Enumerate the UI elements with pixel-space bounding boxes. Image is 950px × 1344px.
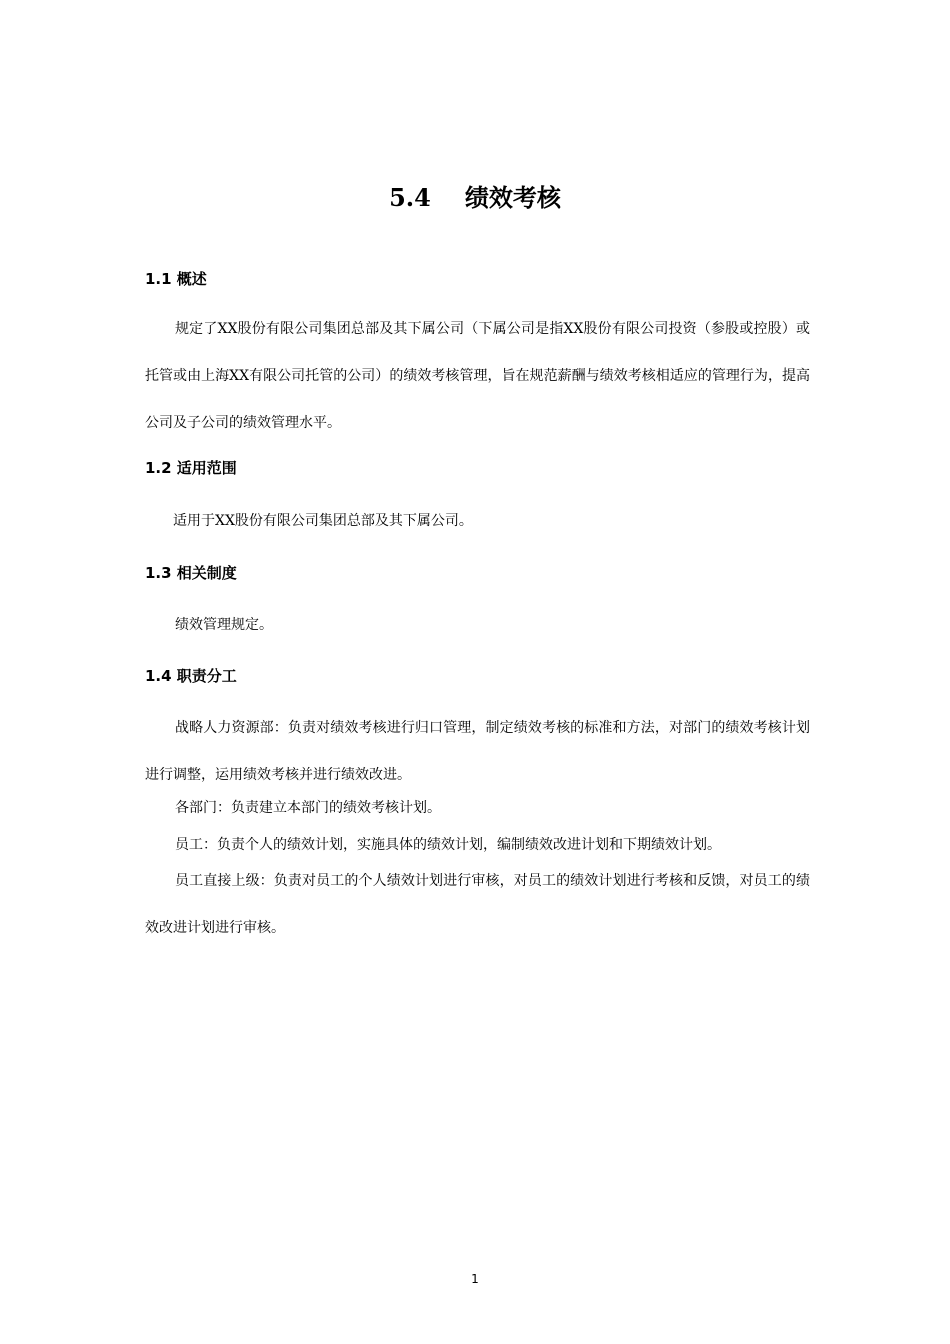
responsibility-direct-supervisor: 员工直接上级：负责对员工的个人绩效计划进行审核，对员工的绩效计划进行考核和反馈，对员工的绩效改进计划进行审核。 — [145, 873, 810, 936]
title-number: 5.4 — [389, 183, 431, 212]
page-number: 1 — [471, 1272, 479, 1286]
overview-paragraph: 规定了XX股份有限公司集团总部及其下属公司（下属公司是指XX股份有限公司投资（参股或控股）或托管或由上海XX有限公司托管的公司）的绩效考核管理，旨在规范薪酬与绩效考核相适应的管理行为，提高公司及子公司的绩效管理水平。 — [145, 321, 810, 431]
section-heading-responsibilities: 1.4 职责分工 — [145, 667, 237, 685]
scope-paragraph: 适用于XX股份有限公司集团总部及其下属公司。 — [173, 513, 473, 529]
related-policy-paragraph: 绩效管理规定。 — [175, 617, 273, 633]
section-heading-related-policy: 1.3 相关制度 — [145, 564, 237, 582]
section-heading-scope: 1.2 适用范围 — [145, 459, 237, 477]
responsibility-departments: 各部门：负责建立本部门的绩效考核计划。 — [175, 800, 441, 816]
responsibility-employees: 员工：负责个人的绩效计划，实施具体的绩效计划，编制绩效改进计划和下期绩效计划。 — [175, 837, 721, 853]
section-heading-overview: 1.1 概述 — [145, 270, 207, 288]
page-title — [0, 180, 950, 216]
responsibility-strategic-hr: 战略人力资源部：负责对绩效考核进行归口管理，制定绩效考核的标准和方法，对部门的绩效考核计划进行调整，运用绩效考核并进行绩效改进。 — [145, 720, 810, 783]
title-text: 绩效考核 — [464, 183, 561, 212]
